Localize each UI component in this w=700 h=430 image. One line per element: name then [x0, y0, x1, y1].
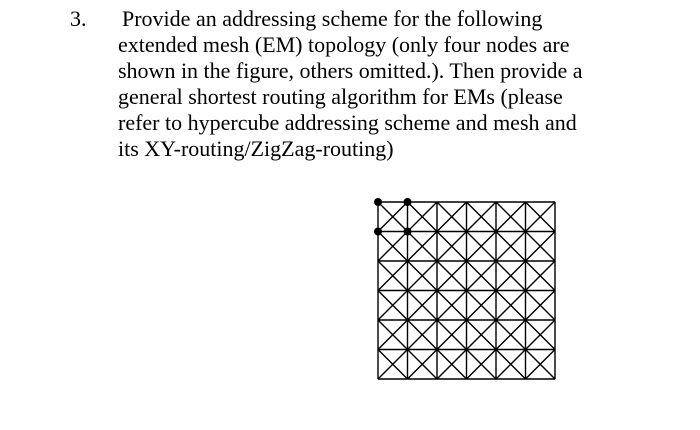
question-line: general shortest routing algorithm for EMs (please [118, 84, 563, 109]
mesh-node [374, 198, 382, 206]
question-line: refer to hypercube addressing scheme and mesh and [118, 110, 577, 135]
question-line: Provide an addressing scheme for the following [122, 6, 543, 31]
question-line: extended mesh (EM) topology (only four nodes are [118, 32, 570, 57]
question-number: 3. [70, 6, 87, 31]
mesh-node [404, 228, 412, 236]
mesh-node [404, 198, 412, 206]
question-line: its XY-routing/ZigZag-routing) [118, 136, 394, 161]
question-line: shown in the figure, others omitted.). Then provide a [118, 58, 583, 83]
extended-mesh-figure [368, 194, 566, 386]
mesh-node [374, 228, 382, 236]
question-text [118, 6, 678, 162]
extended-mesh-diagram [368, 194, 566, 386]
